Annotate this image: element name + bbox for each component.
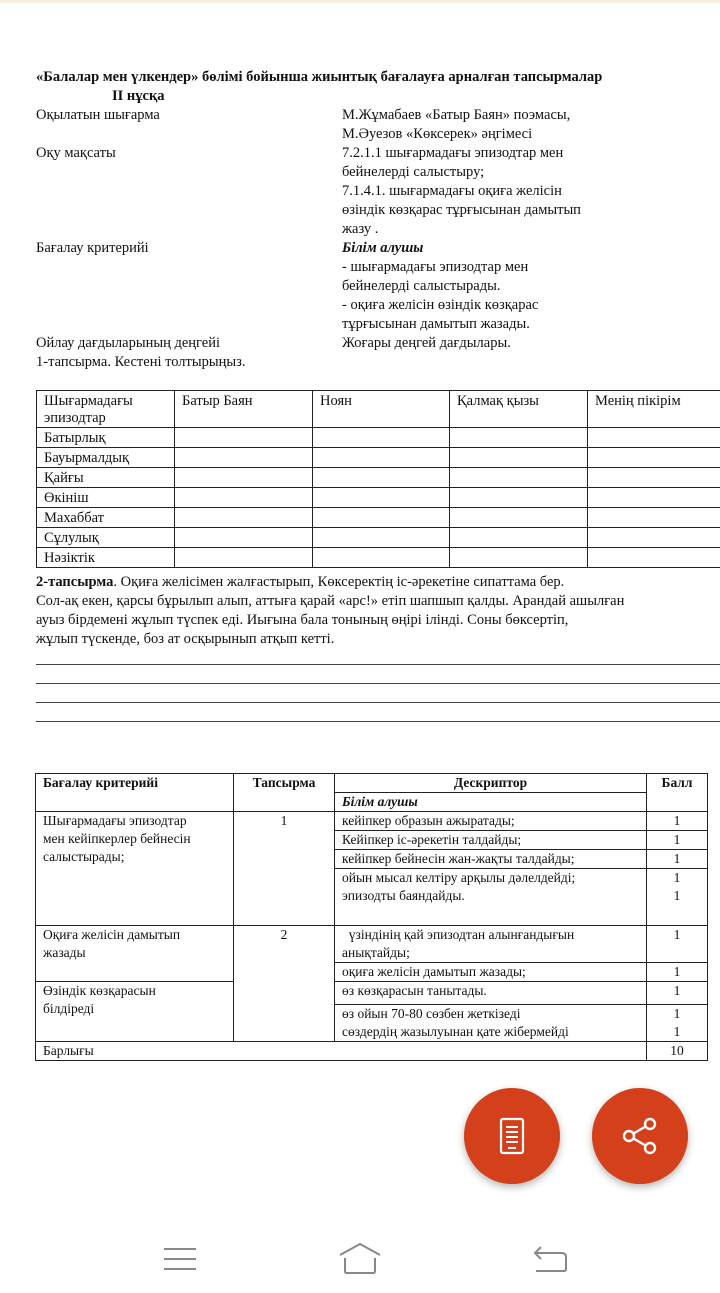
empty-cell (175, 548, 313, 568)
back-nav-button[interactable] (526, 1241, 574, 1277)
row-label: Бауырмалдық (37, 448, 175, 468)
info-line: жазу . (342, 221, 379, 237)
table-row (37, 548, 720, 568)
task2-passage-line: ауыз бірдемені жұлып түспек еді. Иығына бала тонының өңірі ілінді. Соны бөксертіп, (36, 612, 569, 628)
share-icon (620, 1116, 660, 1156)
info-row-goal (36, 144, 720, 239)
descriptor-line: анықтайды; (342, 945, 410, 960)
info-row-work (36, 106, 720, 144)
task2-heading (36, 573, 720, 592)
empty-cell (313, 548, 450, 568)
header-cell: Тапсырма (234, 774, 335, 812)
answer-line (36, 664, 720, 665)
info-line: бейнелерді салыстырады. (342, 278, 501, 294)
info-line: 7.1.4.1. шығармадағы оқиға желісін (342, 183, 562, 199)
info-line: тұрғысынан дамытып жазады. (342, 316, 530, 332)
descriptor-line: сөздердің жазылуынан қате жібермейді (342, 1024, 569, 1039)
empty-cell (588, 508, 720, 528)
info-value (342, 239, 642, 334)
empty-cell (313, 488, 450, 508)
empty-cell (588, 528, 720, 548)
empty-cell (450, 528, 588, 548)
task2-label: 2-тапсырма (36, 574, 114, 590)
info-label: Оқу мақсаты (36, 145, 116, 161)
info-line: өзіндік көзқарас тұрғысынан дамытып (342, 202, 581, 218)
header-cell: Дескриптор (335, 774, 647, 793)
total-label: Барлығы (36, 1042, 647, 1061)
answer-line (36, 702, 720, 703)
table-row (36, 926, 708, 963)
home-icon (336, 1241, 384, 1277)
top-divider (0, 0, 720, 3)
criterion-cell (36, 982, 234, 1042)
row-label: Нәзіктік (37, 548, 175, 568)
descriptor-line: эпизодты баяндайды. (342, 888, 465, 903)
descriptor-cell: Кейіпкер іс-әрекетін талдайды; (335, 831, 647, 850)
table-row (37, 528, 720, 548)
row-label: Сұлулық (37, 528, 175, 548)
empty-cell (450, 428, 588, 448)
criterion-cell (36, 812, 234, 926)
descriptor-line: өз ойын 70-80 сөзбен жеткізеді (342, 1006, 521, 1021)
empty-cell (450, 548, 588, 568)
info-value (342, 334, 642, 353)
row-label: Батырлық (37, 428, 175, 448)
header-cell: Ноян (313, 391, 450, 428)
info-label: Бағалау критерийі (36, 240, 149, 256)
task2-block (36, 573, 720, 649)
info-line: М.Жұмабаев «Батыр Баян» поэмасы, (342, 107, 571, 123)
score-line: 1 (673, 888, 681, 903)
empty-cell (588, 488, 720, 508)
score-cell: 1 (647, 831, 708, 850)
score-cell: 1 (647, 812, 708, 831)
criterion-line: білдіреді (43, 1001, 95, 1016)
empty-cell (588, 448, 720, 468)
info-label: Оқылатын шығарма (36, 107, 160, 123)
table-row (37, 428, 720, 448)
menu-nav-button[interactable] (156, 1241, 204, 1277)
task2-passage-line: жұлып түскенде, боз ат осқырынып атқып кетті. (36, 631, 335, 647)
score-cell: 1 (647, 850, 708, 869)
empty-cell (313, 468, 450, 488)
empty-cell (313, 528, 450, 548)
table-row (37, 508, 720, 528)
table-row (36, 812, 708, 831)
criterion-line: салыстырады; (43, 849, 125, 864)
answer-line (36, 721, 720, 722)
row-label: Өкініш (37, 488, 175, 508)
descriptor-cell: оқиға желісін дамытып жазады; (335, 963, 647, 982)
descriptor-cell (335, 869, 647, 926)
score-cell: 1 (647, 963, 708, 982)
assessment-table (35, 773, 708, 1061)
info-line: бейнелерді салыстыру; (342, 164, 485, 180)
task2-text: . Оқиға желісімен жалғастырып, Көксеректің іс-әрекетіне сипаттама бер. (113, 574, 565, 590)
answer-lines (36, 664, 720, 740)
info-line: - шығармадағы эпизодтар мен (342, 259, 529, 275)
info-line: М.Әуезов «Көксерек» әңгімесі (342, 126, 533, 142)
info-line: Жоғары деңгей дағдылары. (342, 335, 511, 351)
score-cell: 1 (647, 982, 708, 1005)
subheader-cell: Білім алушы (335, 793, 647, 812)
doc-variant: ІІ нұсқа (112, 88, 165, 104)
empty-cell (313, 428, 450, 448)
info-label: Ойлау дағдыларының деңгейі (36, 335, 221, 351)
criterion-line: Өзіндік көзқарасын (43, 983, 156, 998)
table-header-row (37, 391, 720, 428)
table-row (37, 448, 720, 468)
empty-cell (450, 488, 588, 508)
header-cell: Менің пікірім (588, 391, 720, 428)
share-fab-button[interactable] (592, 1088, 688, 1184)
header-cell: Бағалау критерийі (36, 774, 234, 812)
row-label: Қайғы (37, 468, 175, 488)
empty-cell (313, 508, 450, 528)
criterion-line: жазады (43, 945, 86, 960)
back-icon (526, 1241, 574, 1277)
row-label: Махаббат (37, 508, 175, 528)
empty-cell (175, 468, 313, 488)
descriptor-cell: кейіпкер бейнесін жан-жақты талдайды; (335, 850, 647, 869)
score-line: 1 (673, 1006, 681, 1021)
empty-cell (588, 468, 720, 488)
descriptor-line: үзіндінің қай эпизодтан алынғандығын (342, 927, 575, 942)
score-cell (647, 1005, 708, 1042)
info-value (342, 106, 642, 144)
empty-cell (588, 548, 720, 568)
answer-line (36, 683, 720, 684)
empty-cell (175, 508, 313, 528)
descriptor-cell (335, 926, 647, 963)
info-line: 7.2.1.1 шығармадағы эпизодтар мен (342, 145, 564, 161)
doc-title: «Балалар мен үлкендер» бөлімі бойынша жиынтық бағалауға арналған тапсырмалар (36, 69, 603, 85)
empty-cell (313, 448, 450, 468)
table-row (37, 468, 720, 488)
empty-cell (450, 448, 588, 468)
total-score: 10 (647, 1042, 708, 1061)
info-line: Білім алушы (342, 240, 424, 256)
criterion-line: Оқиға желісін дамытып (43, 927, 181, 942)
empty-cell (175, 448, 313, 468)
document-body (36, 68, 720, 372)
episodes-table (36, 390, 720, 568)
empty-cell (450, 508, 588, 528)
empty-cell (175, 488, 313, 508)
info-value (342, 144, 642, 239)
criterion-line: мен кейіпкерлер бейнесін (43, 831, 191, 846)
empty-cell (175, 428, 313, 448)
criterion-line: Шығармадағы эпизодтар (43, 813, 187, 828)
total-row (36, 1042, 708, 1061)
descriptor-line: ойын мысал келтіру арқылы дәлелдейді; (342, 870, 576, 885)
system-nav-bar (0, 1225, 720, 1293)
info-row-criteria (36, 239, 720, 334)
info-row-level (36, 334, 720, 353)
header-cell: Шығармадағы эпизодтар (37, 391, 175, 428)
descriptor-cell: өз көзқарасын танытады. (335, 982, 647, 1005)
empty-cell (175, 528, 313, 548)
task-number-cell: 1 (234, 812, 335, 926)
score-cell (647, 869, 708, 926)
criterion-cell (36, 926, 234, 982)
header-cell: Қалмақ қызы (450, 391, 588, 428)
header-cell: Балл (647, 774, 708, 812)
score-line: 1 (673, 870, 681, 885)
task-number-cell: 2 (234, 926, 335, 1042)
table-row (37, 488, 720, 508)
task2-passage-line: Сол-ақ екен, қарсы бұрылып алып, аттыға қарай «арс!» етіп шапшып қалды. Арандай ашылған (36, 593, 625, 609)
score-cell: 1 (647, 926, 708, 963)
document-icon (492, 1116, 532, 1156)
menu-icon (156, 1241, 204, 1277)
home-nav-button[interactable] (336, 1241, 384, 1277)
header-cell: Батыр Баян (175, 391, 313, 428)
score-line: 1 (673, 1024, 681, 1039)
table-header-row (36, 774, 708, 793)
empty-cell (588, 428, 720, 448)
descriptor-cell (335, 1005, 647, 1042)
document-fab-button[interactable] (464, 1088, 560, 1184)
empty-cell (450, 468, 588, 488)
table-row (36, 982, 708, 1005)
descriptor-cell: кейіпкер образын ажыратады; (335, 812, 647, 831)
info-line: - оқиға желісін өзіндік көзқарас (342, 297, 539, 313)
task1-heading: 1-тапсырма. Кестені толтырыңыз. (36, 354, 246, 370)
